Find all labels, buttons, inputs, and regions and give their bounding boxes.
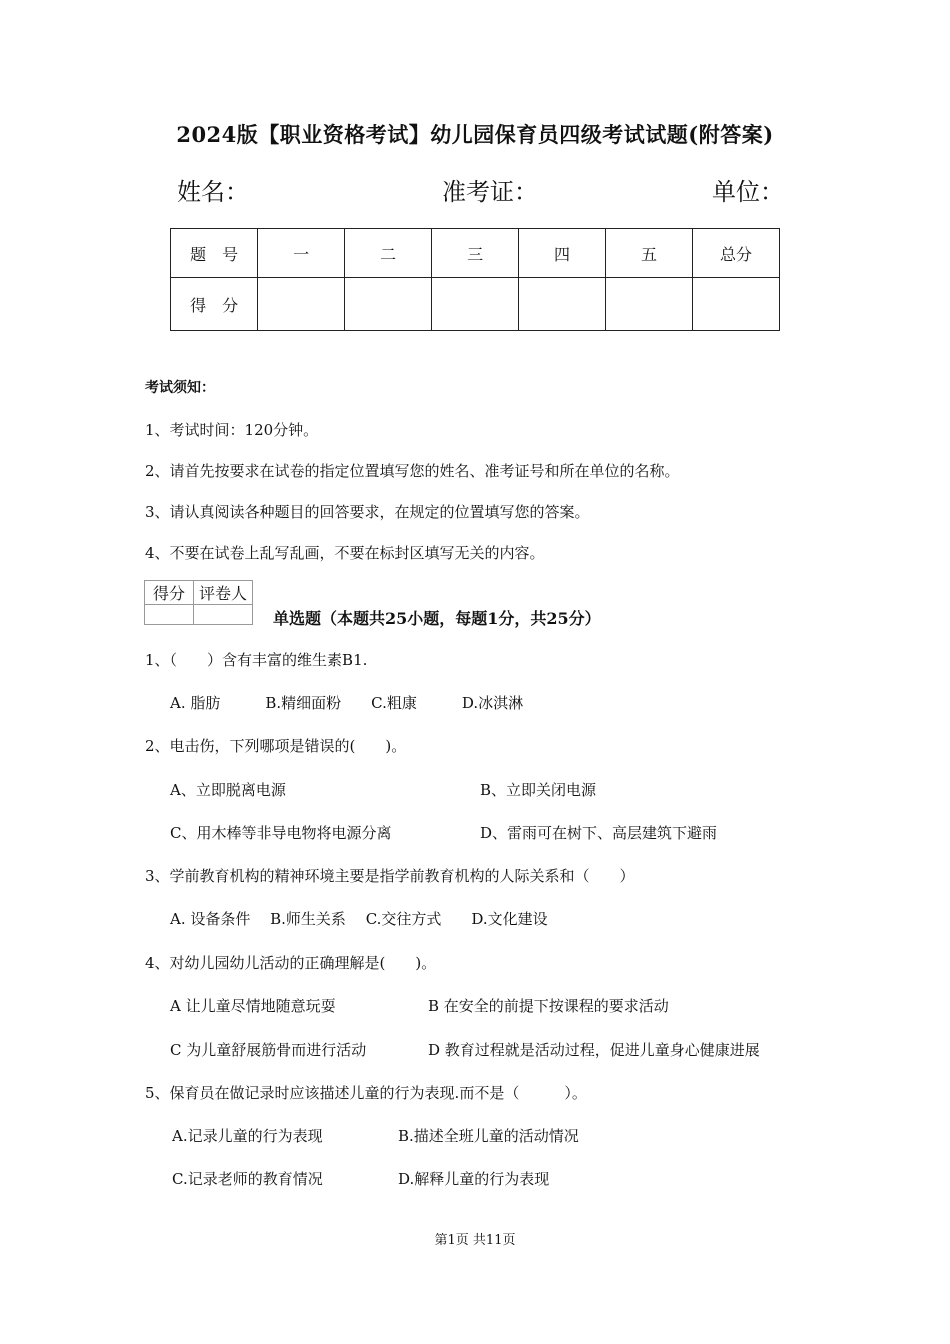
score-cell-label: 得 分 [171, 278, 258, 331]
question-option: D.解释儿童的行为表现 [398, 1170, 550, 1188]
score-cell-label: 题 号 [171, 229, 258, 278]
question-option: C、用木棒等非导电物将电源分离 [170, 824, 392, 842]
score-table [170, 228, 780, 331]
score-cell-header: 一 [258, 229, 345, 278]
notice-heading: 考试须知： [145, 380, 215, 396]
question-option: C.记录老师的教育情况 [172, 1170, 323, 1188]
notice-item: 4、不要在试卷上乱写乱画，不要在标封区填写无关的内容。 [145, 544, 545, 562]
score-cell-blank[interactable] [258, 278, 345, 331]
question-stem: 3、学前教育机构的精神环境主要是指学前教育机构的人际关系和（ ） [145, 867, 635, 885]
score-cell-blank[interactable] [692, 278, 779, 331]
question-stem: 2、电击伤，下列哪项是错误的( )。 [145, 737, 407, 755]
score-cell-header: 五 [606, 229, 693, 278]
question-option: D、雷雨可在树下、高层建筑下避雨 [480, 824, 718, 842]
score-cell-header: 二 [345, 229, 432, 278]
score-table-header-row [171, 229, 780, 278]
question-stem: 1、（ ）含有丰富的维生素B1. [145, 651, 368, 669]
notice-item: 2、请首先按要求在试卷的指定位置填写您的姓名、准考证号和所在单位的名称。 [145, 462, 680, 480]
document-title: 2024版【职业资格考试】幼儿园保育员四级考试试题(附答案) [176, 122, 774, 147]
question-option: A、立即脱离电源 [170, 781, 286, 799]
grader-box [144, 580, 253, 625]
score-cell-total: 总分 [692, 229, 779, 278]
score-cell-header: 四 [519, 229, 606, 278]
score-cell-blank[interactable] [519, 278, 606, 331]
page-footer: 第1页 共11页 [434, 1233, 516, 1248]
notice-item: 3、请认真阅读各种题目的回答要求，在规定的位置填写您的答案。 [145, 503, 590, 521]
name-label: 姓名： [177, 178, 249, 206]
score-cell-blank[interactable] [606, 278, 693, 331]
score-cell-blank[interactable] [432, 278, 519, 331]
notice-item: 1、考试时间：120分钟。 [145, 421, 319, 439]
question-stem: 5、保育员在做记录时应该描述儿童的行为表现.而不是（ ）。 [145, 1084, 587, 1102]
question-options: A. 脂肪 B.精细面粉 C.粗康 D.冰淇淋 [170, 694, 524, 712]
grader-score-label: 得分 [145, 581, 194, 605]
question-option: B、立即关闭电源 [480, 781, 597, 799]
question-stem: 4、对幼儿园幼儿活动的正确理解是( )。 [145, 954, 437, 972]
exam-id-label: 准考证： [442, 178, 538, 206]
question-option: C 为儿童舒展筋骨而进行活动 [170, 1041, 367, 1059]
question-option: A 让儿童尽情地随意玩耍 [170, 997, 336, 1015]
question-options: A. 设备条件 B.师生关系 C.交往方式 D.文化建设 [170, 910, 548, 928]
section-title: 单选题（本题共25小题，每题1分，共25分） [273, 609, 601, 628]
question-option: B 在安全的前提下按课程的要求活动 [428, 997, 669, 1015]
unit-label: 单位： [712, 178, 784, 206]
grader-score-blank[interactable] [145, 605, 194, 625]
score-cell-blank[interactable] [345, 278, 432, 331]
grader-name-blank[interactable] [194, 605, 253, 625]
score-cell-header: 三 [432, 229, 519, 278]
grader-name-label: 评卷人 [194, 581, 253, 605]
question-option: D 教育过程就是活动过程，促进儿童身心健康进展 [428, 1041, 760, 1059]
score-table-score-row [171, 278, 780, 331]
question-option: A.记录儿童的行为表现 [172, 1127, 323, 1145]
question-option: B.描述全班儿童的活动情况 [398, 1127, 579, 1145]
